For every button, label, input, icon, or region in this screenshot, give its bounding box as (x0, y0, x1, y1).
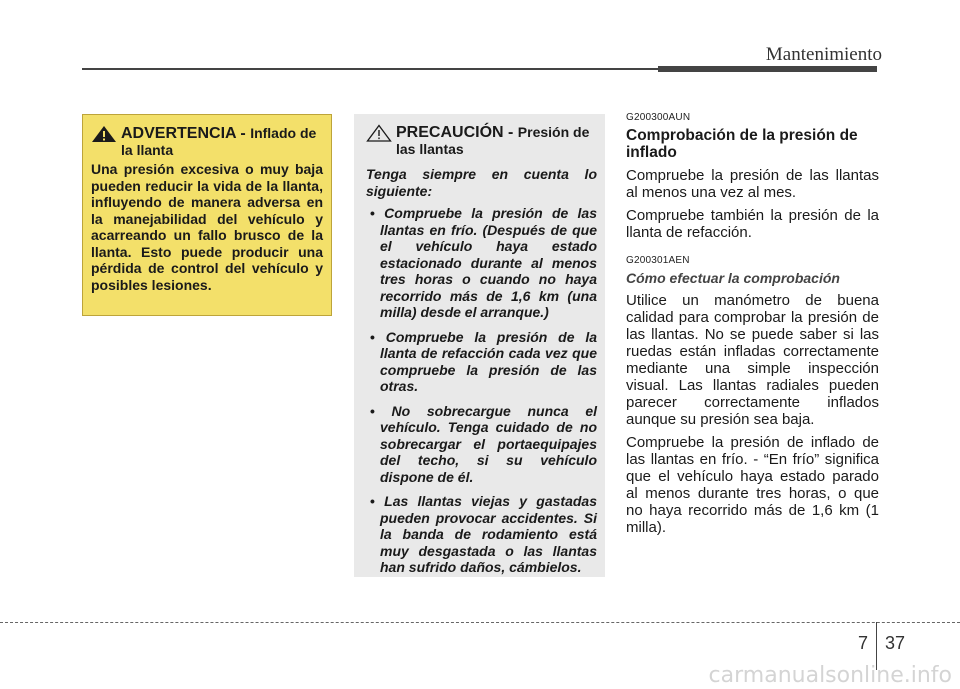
subsection-title: Cómo efectuar la comprobación (626, 270, 840, 286)
main-content-column (626, 112, 879, 536)
watermark-text: carmanualsonline.info (708, 663, 952, 688)
footer-rule (0, 622, 960, 623)
caution-heading (366, 124, 597, 158)
paragraph: Compruebe también la presión de la llanta de refacción. (626, 207, 879, 241)
paragraph: Utilice un manómetro de buena calidad para comprobar la presión de las llantas. No se puede saber si las ruedas están infladas correctamente mediante una simple inspección visual. Las llantas radiales pueden parecer correctamente inflados aunque su presión sea baja. (626, 292, 879, 428)
subsection-code: G200301AEN (626, 255, 690, 266)
chapter-number: 7 (858, 633, 869, 653)
caution-title: PRECAUCIÓN - (396, 124, 518, 141)
caution-item: • Las llantas viejas y gastadas pueden provocar accidentes. Si la banda de rodamiento está muy desgastada o las llantas han sufrido daños, cámbielos. (366, 493, 597, 576)
header-rule-accent (658, 66, 877, 72)
paragraph: Compruebe la presión de inflado de las llantas en frío. - “En frío” significa que el vehículo haya estado parado al menos durante tres horas, o que no haya recorrido más de 1,6 km (1 milla). (626, 434, 879, 536)
warning-subtitle: Inflado de la llanta (121, 125, 317, 158)
page-header-title: Mantenimiento (765, 44, 882, 65)
caution-icon (366, 124, 392, 142)
caution-item: • Compruebe la presión de las llantas en frío. (Después de que el vehículo haya estado estacionado durante al menos tres horas o cuando no haya recorrido más de 1,6 km (una milla) desde el arranque.) (366, 205, 597, 321)
warning-icon (91, 125, 117, 143)
caution-intro: Tenga siempre en cuenta lo siguiente: (366, 166, 597, 199)
warning-box (82, 114, 332, 316)
warning-heading (91, 125, 323, 159)
section-title: Comprobación de la presión de inflado (626, 127, 858, 161)
warning-text: Una presión excesiva o muy baja pueden reducir la vida de la llanta, influyendo de manera adversa en la manejabilidad del vehículo y acarreando un fallo brusco de la llanta. Esto puede producir una pérdida de control del vehículo y posibles lesiones. (91, 161, 323, 293)
warning-title: ADVERTENCIA - (121, 125, 251, 142)
section-code: G200300AUN (626, 112, 691, 123)
caution-item: • Compruebe la presión de la llanta de refacción cada vez que compruebe la presión de las otras. (366, 329, 597, 395)
caution-list (366, 205, 597, 576)
caution-subtitle: Presión de las llantas (396, 124, 590, 157)
caution-item: • No sobrecargue nunca el vehículo. Tenga cuidado de no sobrecargar el portaequipajes del techo, si su vehículo dispone de él. (366, 403, 597, 486)
paragraph: Compruebe la presión de las llantas al menos una vez al mes. (626, 167, 879, 201)
caution-box (354, 114, 605, 577)
page-number: 37 (885, 633, 906, 653)
